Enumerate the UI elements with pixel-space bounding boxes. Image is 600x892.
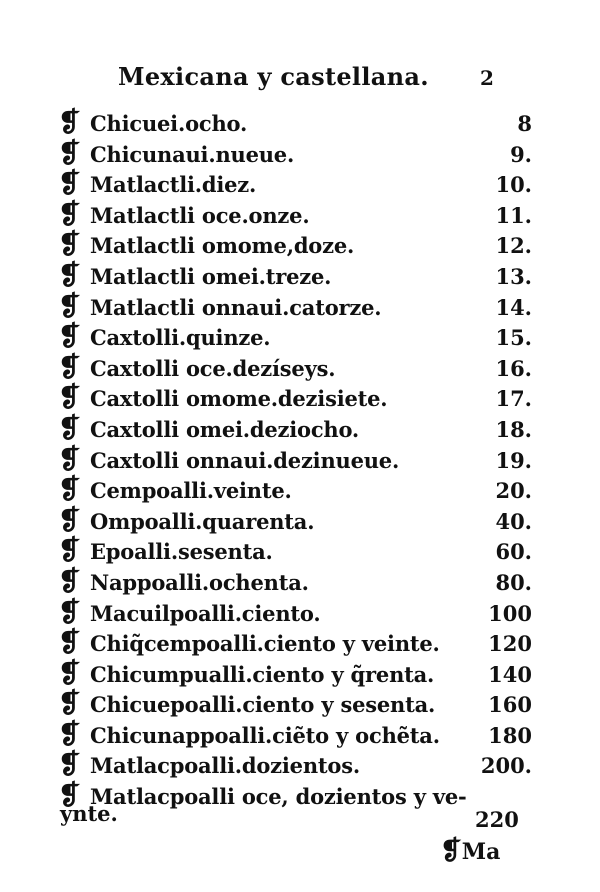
catchword	[440, 836, 500, 866]
pilcrow-icon: ❡	[58, 627, 81, 659]
entry-text: Chiq̃cempoalli.ciento y veinte.	[90, 631, 440, 657]
entry-text: Chicunaui.nueue.	[90, 141, 295, 167]
entry-number: 9.	[510, 141, 532, 167]
entry-number: 16.	[495, 355, 532, 381]
list-item	[58, 689, 538, 720]
pilcrow-icon: ❡	[58, 351, 81, 383]
entry-number: 60.	[495, 539, 532, 565]
pilcrow-icon: ❡	[58, 596, 81, 628]
list-item	[58, 506, 538, 537]
entry-text: Chicuei.ocho.	[90, 111, 248, 136]
list-item	[58, 292, 538, 323]
pilcrow-icon: ❡	[58, 565, 81, 597]
list-item	[58, 414, 538, 445]
pilcrow-icon: ❡	[58, 321, 81, 353]
entry-number: 180	[488, 722, 532, 748]
page-number: 2	[480, 66, 494, 90]
entry-text: Matlacpoalli oce, dozientos y ve-	[90, 784, 467, 810]
pilcrow-icon: ❡	[58, 412, 81, 444]
list-item	[58, 383, 538, 414]
list-item	[58, 659, 538, 690]
entry-number: 15.	[495, 325, 532, 351]
entry-number: 17.	[495, 386, 532, 412]
entry-text: Matlacpoalli.dozientos.	[90, 753, 360, 779]
list-item	[58, 230, 538, 261]
entry-number: 13.	[495, 263, 532, 289]
entry-number: 11.	[495, 202, 532, 228]
pilcrow-icon: ❡	[58, 474, 81, 506]
catchword-text: Ma	[461, 839, 501, 865]
entry-number: 100	[488, 600, 532, 626]
entry-number: 40.	[495, 508, 532, 534]
list-item	[58, 567, 538, 598]
entry-continuation-number: 220	[475, 807, 519, 832]
list-item	[58, 536, 538, 567]
list-item	[58, 475, 538, 506]
entry-text: Matlactli oce.onze.	[90, 202, 310, 228]
list-item	[58, 598, 538, 629]
pilcrow-icon: ❡	[440, 836, 462, 866]
entry-number: 10.	[495, 172, 532, 198]
entry-text: Matlactli onnaui.catorze.	[90, 294, 382, 320]
entry-text: Chicunappoalli.ciẽto y ochẽta.	[90, 722, 440, 748]
list-item	[58, 322, 538, 353]
pilcrow-icon: ❡	[58, 749, 81, 781]
entry-text: Caxtolli onnaui.dezinueue.	[90, 447, 400, 473]
pilcrow-icon: ❡	[58, 107, 81, 138]
entry-text: Cempoalli.veinte.	[90, 478, 292, 504]
entry-number: 140	[488, 661, 532, 687]
entry-text: Matlactli omome,doze.	[90, 233, 355, 259]
entry-text: Caxtolli omei.deziocho.	[90, 416, 360, 442]
list-item	[58, 445, 538, 476]
pilcrow-icon: ❡	[58, 443, 81, 475]
list-item	[58, 353, 538, 384]
entry-continuation-text: ynte.	[60, 801, 118, 826]
entry-text: Caxtolli omome.dezisiete.	[90, 386, 388, 412]
entry-text: Caxtolli oce.dezíseys.	[90, 355, 336, 381]
pilcrow-icon: ❡	[58, 382, 81, 414]
pilcrow-icon: ❡	[58, 198, 81, 230]
entry-text: Nappoalli.ochenta.	[90, 569, 309, 595]
entry-number: 80.	[495, 569, 532, 595]
entry-number: 19.	[495, 447, 532, 473]
entry-text: Macuilpoalli.ciento.	[90, 600, 321, 626]
entry-text: Ompoalli.quarenta.	[90, 508, 315, 534]
numeral-list	[58, 108, 538, 812]
pilcrow-icon: ❡	[58, 535, 81, 567]
list-item	[58, 139, 538, 170]
pilcrow-icon: ❡	[58, 259, 81, 291]
pilcrow-icon: ❡	[58, 168, 81, 200]
entry-text: Caxtolli.quinze.	[90, 325, 271, 351]
entry-number: 12.	[495, 233, 532, 259]
entry-text: Matlactli omei.treze.	[90, 263, 332, 289]
entry-number: 18.	[495, 416, 532, 442]
list-item	[58, 628, 538, 659]
entry-text: Matlactli.diez.	[90, 172, 257, 198]
list-item	[58, 108, 538, 139]
list-item	[58, 200, 538, 231]
list-item	[58, 261, 538, 292]
pilcrow-icon: ❡	[58, 657, 81, 689]
pilcrow-icon: ❡	[58, 137, 81, 169]
entry-number: 20.	[495, 478, 532, 504]
entry-text: Chicuepoalli.ciento y sesenta.	[90, 692, 436, 718]
entry-number: 200.	[480, 753, 532, 779]
pilcrow-icon: ❡	[58, 718, 81, 750]
entry-number: 120	[488, 631, 532, 657]
list-item	[58, 169, 538, 200]
pilcrow-icon: ❡	[58, 780, 81, 812]
entry-number: 8	[517, 111, 532, 136]
list-item	[58, 720, 538, 751]
entry-number: 14.	[495, 294, 532, 320]
list-item	[58, 781, 538, 812]
pilcrow-icon: ❡	[58, 290, 81, 322]
running-header-title: Mexicana y castellana.	[118, 62, 429, 91]
pilcrow-icon: ❡	[58, 504, 81, 536]
pilcrow-icon: ❡	[58, 688, 81, 720]
entry-number: 160	[488, 692, 532, 718]
entry-text: Epoalli.sesenta.	[90, 539, 273, 565]
list-item	[58, 750, 538, 781]
pilcrow-icon: ❡	[58, 229, 81, 261]
entry-text: Chicumpualli.ciento y q̃renta.	[90, 661, 435, 687]
